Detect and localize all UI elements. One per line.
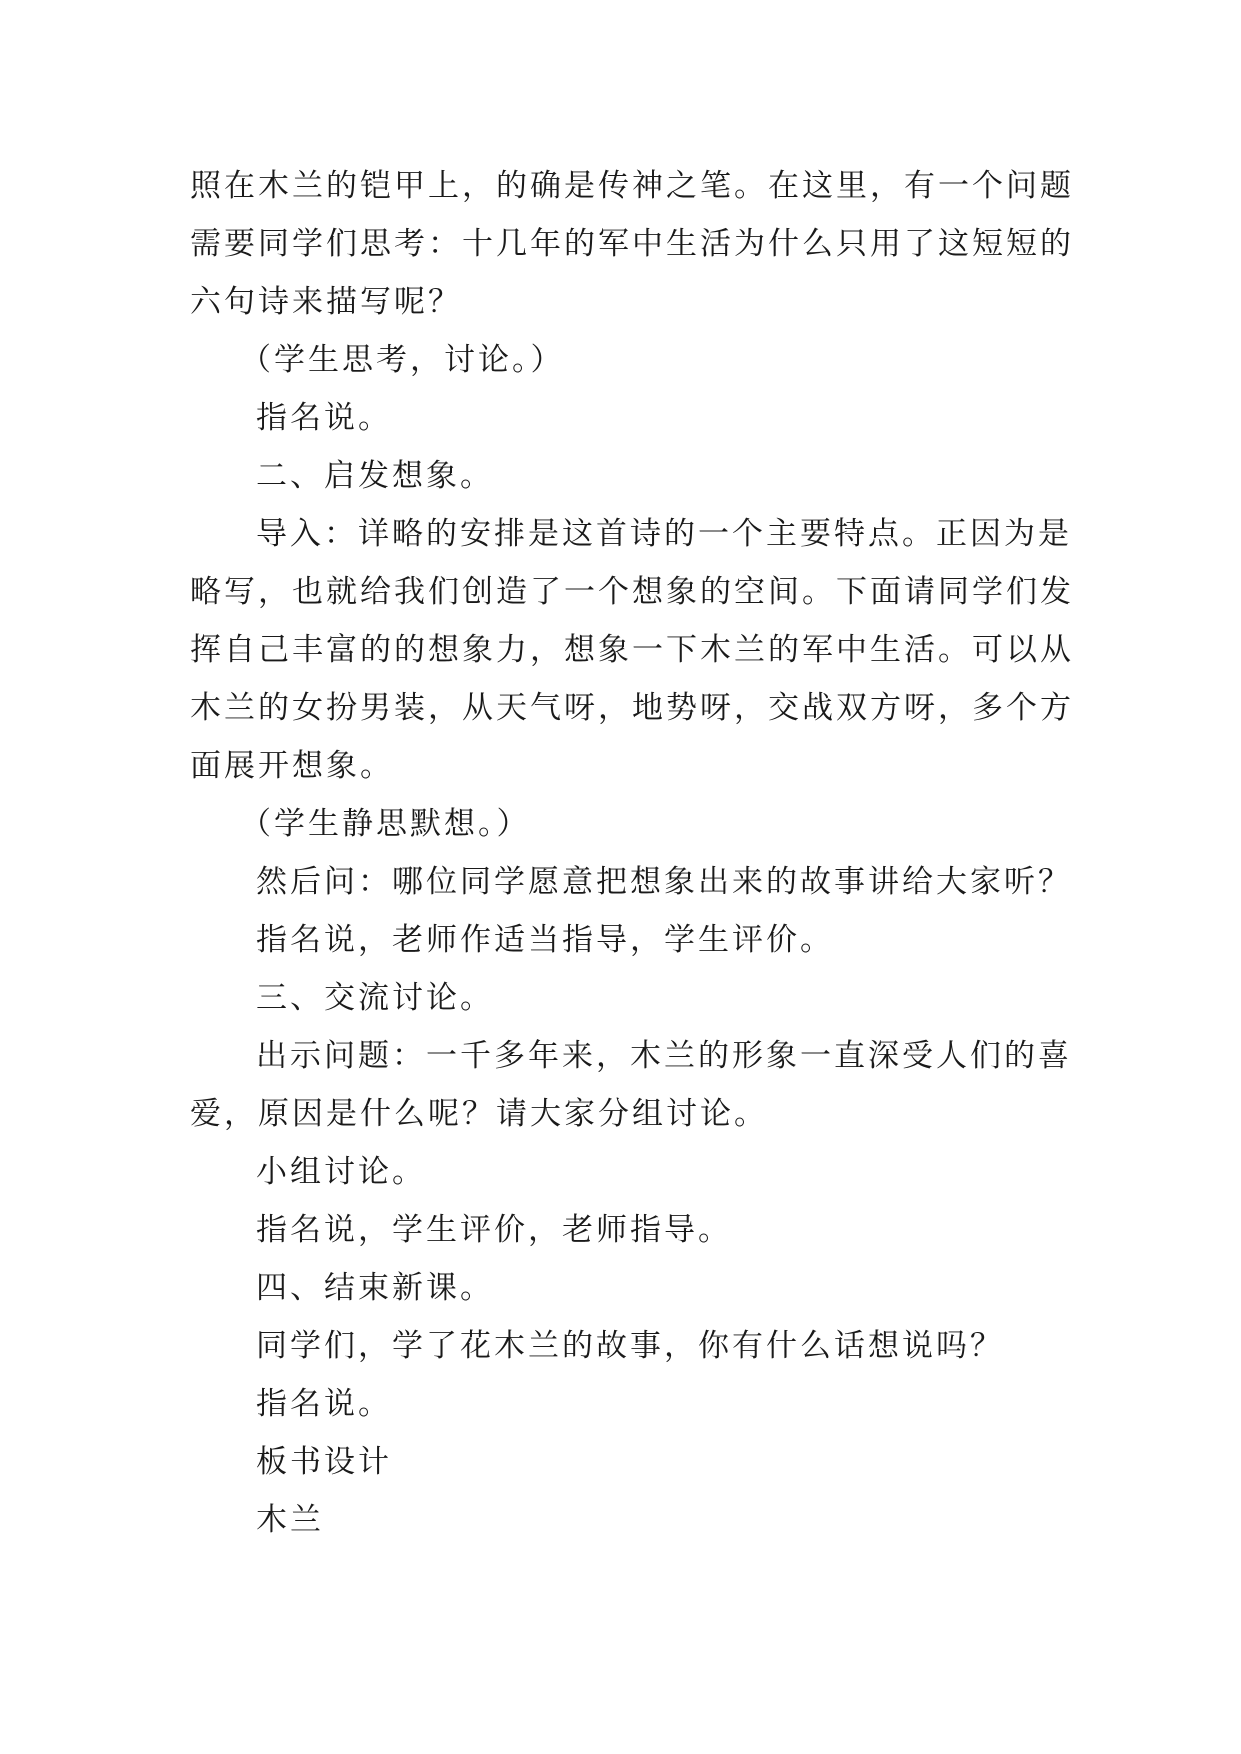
section-heading: 二、启发想象。 <box>256 458 494 494</box>
text-line: 爱，原因是什么呢？请大家分组讨论。 <box>190 1096 768 1132</box>
document-body <box>190 157 1074 1549</box>
text-line: 同学们，学了花木兰的故事，你有什么话想说吗？ <box>256 1328 1004 1364</box>
text-line: 面展开想象。 <box>190 748 394 784</box>
text-line: 板书设计 <box>256 1444 392 1480</box>
text-line: 挥自己丰富的的想象力，想象一下木兰的军中生活。可以从 <box>190 632 1074 668</box>
text-line: （学生思考，讨论。） <box>240 342 565 378</box>
text-line: 指名说。 <box>256 1386 392 1422</box>
text-line: （学生静思默想。） <box>240 806 531 842</box>
text-line: 木兰 <box>256 1502 324 1538</box>
text-line: 木兰的女扮男装，从天气呀，地势呀，交战双方呀，多个方 <box>190 690 1074 726</box>
section-heading: 四、结束新课。 <box>256 1270 494 1306</box>
text-line: 指名说，学生评价，老师指导。 <box>256 1212 732 1248</box>
text-line: 然后问：哪位同学愿意把想象出来的故事讲给大家听？ <box>256 864 1072 900</box>
section-heading: 三、交流讨论。 <box>256 980 494 1016</box>
text-line: 略写，也就给我们创造了一个想象的空间。下面请同学们发 <box>190 574 1074 610</box>
text-line: 出示问题：一千多年来，木兰的形象一直深受人们的喜 <box>256 1038 1072 1074</box>
text-line: 指名说。 <box>256 400 392 436</box>
text-line: 六句诗来描写呢？ <box>190 284 462 320</box>
text-line: 照在木兰的铠甲上，的确是传神之笔。在这里，有一个问题 <box>190 168 1074 204</box>
text-line: 需要同学们思考：十几年的军中生活为什么只用了这短短的 <box>190 226 1074 262</box>
text-line: 导入：详略的安排是这首诗的一个主要特点。正因为是 <box>256 516 1072 552</box>
text-line: 小组讨论。 <box>256 1154 426 1190</box>
text-line: 指名说，老师作适当指导，学生评价。 <box>256 922 834 958</box>
